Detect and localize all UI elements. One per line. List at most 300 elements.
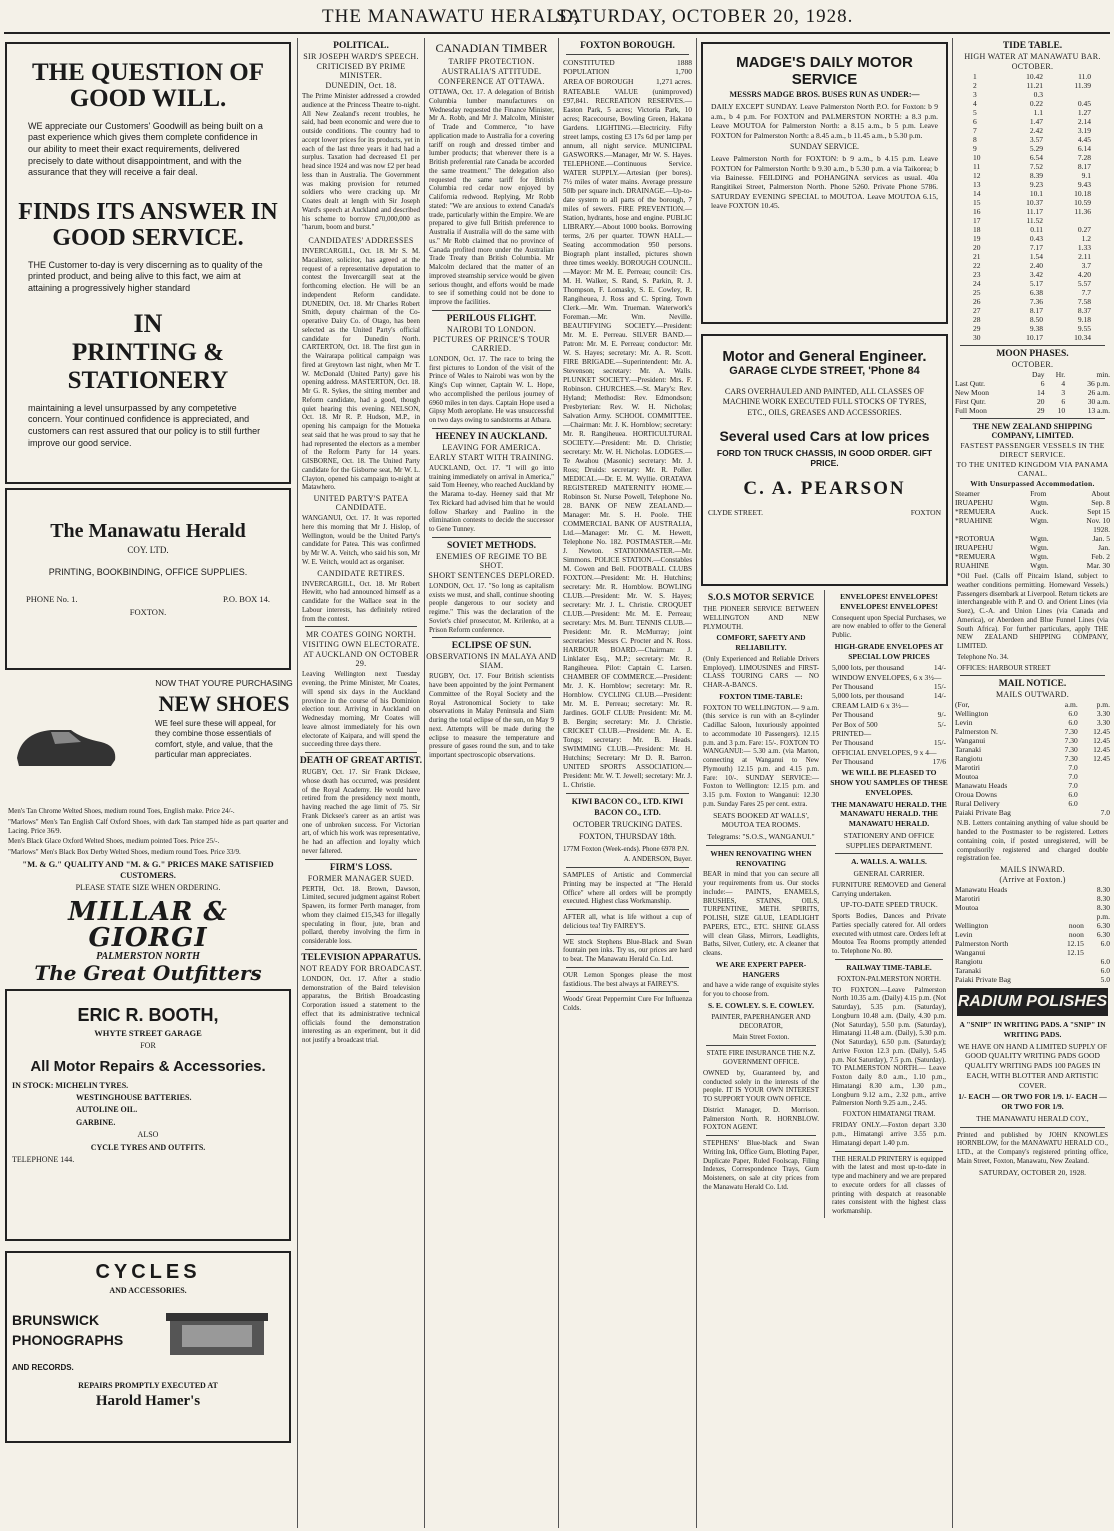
- engineer-street: CLYDE STREET.: [708, 508, 763, 518]
- cowley-name: S. E. COWLEY. S. E. COWLEY.: [708, 1000, 814, 1010]
- company-name: The Manawatu Herald: [50, 520, 246, 542]
- ad-text: WE appreciate our Customers' Goodwill as being built on a past experience which gives them complete confidence in our ability to meet their exact requirements, delivered precisely to date without disappointment, and with the assurance that they will receive a fair deal.: [28, 120, 263, 178]
- kiwi-bacon-title: KIWI BACON CO., LTD. KIWI BACON CO., LTD.: [571, 797, 684, 817]
- subheading: OBSERVATIONS IN MALAYA AND SIAM.: [426, 652, 557, 671]
- tide-row-cell: 1.54: [1029, 252, 1044, 261]
- tide-row-cell: 0.3: [1033, 90, 1044, 99]
- mail-in-row-cell: Rangiotu: [955, 957, 983, 966]
- tide-row-cell: 1: [973, 72, 977, 81]
- price-value: 9/-: [937, 710, 946, 720]
- mail-row-cell: 12.45: [1093, 754, 1110, 764]
- paperhangers-title: WE ARE EXPERT PAPER-HANGERS: [715, 959, 807, 979]
- divider: [960, 675, 1105, 676]
- cycles-brand: BRUNSWICK PHONOGRAPHS: [12, 1312, 124, 1348]
- tide-row: [972, 243, 1092, 252]
- booth-item: GARBINE.: [76, 1117, 116, 1127]
- mail-in-row-cell: 12.15: [1066, 939, 1084, 948]
- tide-row: [972, 279, 1092, 288]
- tide-row-cell: 1.2: [1081, 234, 1091, 243]
- price-label: Per Thousand: [831, 682, 874, 691]
- tide-row: [972, 153, 1092, 162]
- radium-logo: RADIUM POLISHES: [957, 988, 1108, 1016]
- mail-in-row-cell: [1053, 912, 1085, 921]
- tide-row-cell: 0.43: [1029, 234, 1044, 243]
- moon-table: [954, 370, 1111, 415]
- tide-row-cell: 7.17: [1029, 243, 1044, 252]
- divider: [706, 845, 816, 846]
- kiwi-bacon-line: 177M Foxton (Week-ends). Phone 6978 P.N.: [563, 844, 689, 853]
- cycles-title: CYCLES: [95, 1261, 201, 1284]
- mail-row-cell: Rangiotu: [955, 754, 983, 764]
- booth-item: WESTINGHOUSE BATTERIES.: [76, 1093, 192, 1103]
- stat-label: CONSTITUTED: [563, 58, 615, 67]
- shoes-quality: "M. & G." QUALITY AND "M. & G." PRICES MAKE SATISFIED CUSTOMERS.: [22, 858, 274, 880]
- mail-row-cell: 6.0: [1068, 718, 1078, 728]
- stat-value: 1888: [677, 58, 692, 67]
- mail-row-cell: 7.0: [1068, 763, 1078, 773]
- article-text: INVERCARGILL, Oct. 18. Mr S. M. Macalister, solicitor, has agreed at the request of a representative deputation to contest the Invercargill seat at the forthcoming election. He will be an independent Reform candidate. DUNEDIN, Oct. 18. Mr Charles Robert Smith, deputy chairman of the Co-operative Dairy Co. of Otago, has been selected as the United Party's official candidate for Dunedin North. CARTERTON, Oct. 18. The first gun in the Wairarapa political campaign was fired at Greytown last night, when Mr T. W. McDonald (United Party) gave his opening address. MASTERTON, Oct. 18. Mr G. R. Sykes, the sitting member and Reform candidate, had a good, though quiet hearing this evening. NELSON, Oct. 18. Mr R. P. Hudson, M.P., in opening his campaign for the Motueka seat said that he was proud to say that he had represented the electors as a member of the Reform Party for 14 years. GISBORNE, Oct. 18. The United Party candidate for the Gisborne seat, Mr W. L. Clayton, opened his campaign to-night at Matawhero.: [302, 247, 420, 492]
- ship-row-cell: Mar. 30: [1086, 561, 1110, 570]
- tide-row-cell: 8.17: [1029, 306, 1044, 315]
- tide-row-cell: 12: [973, 171, 981, 180]
- ship-row-cell: IRUAPEHU: [955, 543, 993, 552]
- tide-row: [972, 189, 1092, 198]
- ad-headline: FINDS ITS ANSWER IN GOOD SERVICE.: [18, 198, 278, 252]
- stat-value: 1,271 acres.: [655, 76, 692, 86]
- mail-in-row-cell: 12.15: [1066, 948, 1084, 957]
- article-text: AUCKLAND, Oct. 17. "I will go into training immediately on arrival in America," said Tom Heeney, who reached Auckland by the Marama to-day. Heeney said that Mr Tex Rickard had advised him that he would follow Sharkey and Paulino in the elimination contests to decide the successor to Gene Tunney.: [429, 463, 554, 533]
- shipping-fast: FASTEST PASSENGER VESSELS IN THE DIRECT SERVICE.: [960, 441, 1105, 459]
- engineer-town: FOXTON: [910, 508, 941, 518]
- small-ad: OUR Lemon Sponges please the most fastidious. The best always at FAIREY'S.: [563, 970, 692, 988]
- renovating-title: WHEN RENOVATING WHEN RENOVATING: [710, 848, 812, 868]
- envelope-price-row: [832, 691, 946, 700]
- sos-telegrams: Telegrams: "S.O.S., WANGANUI.": [707, 832, 815, 841]
- ship-row: [954, 534, 1111, 543]
- mail-in-row-cell: [954, 912, 1053, 921]
- tide-row: [972, 144, 1092, 153]
- ship-row-cell: Jan. 5: [1092, 534, 1110, 543]
- mail-in-row: [954, 885, 1111, 894]
- tide-row-cell: 26: [973, 297, 981, 306]
- herald-printery-ad: THE HERALD PRINTERY is equipped with the latest and most up-to-date in type and machinery and we are prepared to execute orders for all classes of printing with despatch at reasonable rates consistent with the highest class workmanship.: [831, 1154, 946, 1216]
- mail-in-row-cell: [1053, 975, 1085, 984]
- moon-row-cell: 20: [1037, 397, 1045, 406]
- subheading: TARIFF PROTECTION.: [448, 57, 535, 66]
- shoes-title: NEW SHOES: [158, 691, 290, 717]
- mail-row-cell: Taranaki: [955, 745, 982, 755]
- madge-timetable: Leave Palmerston North for FOXTON: b 9 a.m., b 4.15 p.m. Leave FOXTON for Palmerston North: b 9.30 a.m., b 5.30 p.m. a via Taikorea; b via Bainesse. FEILDING and POHANGINA services as usual. 40a Rangitikei Street, Palmerston North. Phone 5260. Private Phone 5786. SATURDAY EVENING SPECIAL to MOUTOA. Leave MOUTOA 6.15, leave FOXTON 10.45.: [711, 154, 938, 211]
- ship-row-cell: Wgtn.: [1030, 516, 1049, 525]
- shoes-text: WE feel sure these will appeal, for they combine those essentials of comfort, style, and value, that the particular man appreciates.: [155, 719, 276, 760]
- ship-row: [954, 561, 1111, 570]
- tide-row: [972, 333, 1092, 342]
- mail-in-row-cell: Moutoa: [955, 903, 979, 912]
- engineer-cars: Several used Cars at low prices: [719, 428, 930, 445]
- tide-row-cell: 3.19: [1077, 126, 1091, 135]
- divider: [432, 310, 551, 311]
- tide-row-cell: 11.36: [1074, 207, 1091, 216]
- headline: ECLIPSE OF SUN.: [451, 641, 532, 652]
- mail-in-row-cell: Marotiri: [955, 894, 980, 903]
- mail-in-row-cell: 6.30: [1096, 921, 1110, 930]
- masthead: [0, 0, 1114, 36]
- tide-row-cell: 4.45: [1077, 135, 1091, 144]
- small-ad: Woods' Great Peppermint Cure For Influenza Colds.: [563, 995, 692, 1013]
- moon-row-cell: Day: [1032, 370, 1045, 379]
- column-services: [698, 38, 951, 1528]
- tide-row-cell: 10.34: [1074, 333, 1091, 342]
- ship-row-cell: Steamer: [955, 489, 980, 498]
- ship-row-cell: *REMUERA: [955, 507, 996, 516]
- ship-row-cell: Wgtn.: [1030, 561, 1049, 570]
- envelope-price-row: [832, 748, 946, 757]
- masthead-title: THE MANAWATU HERALD,: [322, 6, 580, 27]
- price-value: 5/-: [937, 719, 946, 729]
- mail-row: [954, 772, 1111, 781]
- cowley-trade: PAINTER, PAPERHANGER AND DECORATOR,: [711, 1012, 811, 1030]
- mail-row: [954, 709, 1111, 718]
- price-value: 15/-: [933, 682, 946, 691]
- price-value: 17/6: [932, 757, 946, 766]
- mail-in-row-cell: 8.30: [1096, 894, 1110, 903]
- tide-row: [972, 180, 1092, 189]
- ship-row-cell: [1029, 525, 1065, 534]
- tide-row-cell: 3.57: [1029, 135, 1044, 144]
- mail-inward-sub: (Arrive at Foxton.): [999, 875, 1066, 884]
- masthead-date: OCTOBER 20, 1928.: [672, 6, 854, 27]
- moon-row: [954, 388, 1111, 397]
- moon-row: [954, 379, 1111, 388]
- madge-title: MADGE'S DAILY MOTOR SERVICE: [736, 54, 913, 88]
- divider: [835, 1151, 943, 1152]
- walls-text: Sports Bodies, Dances and Private Parties specially catered for. All orders executed with utmost care. Orders left at Moutoa Tea Rooms promptly attended to. Telephone No. 80.: [831, 912, 946, 956]
- tide-row-cell: 9.43: [1077, 180, 1091, 189]
- tide-row-cell: 11.39: [1074, 81, 1091, 90]
- kiwi-bacon-agent: A. ANDERSON, Buyer.: [623, 855, 692, 864]
- mail-in-row-cell: 8.30: [1096, 903, 1110, 912]
- tide-row: [972, 315, 1092, 324]
- booth-for: FOR: [140, 1041, 156, 1051]
- ad-headline: IN: [133, 308, 163, 338]
- envelope-price-row: [832, 738, 946, 747]
- shipping-text: *Oil Fuel. (Calls off Pitcairn Island, subject to weather conditions permitting. Homeward Vessels.) Passengers disembark at Liverpool. Return tickets are interchangeable with P. and O. and Orient Lines (via Suez), C.-A. and Union Lines (via Canada and America), or Aberdeen and Blue Funnel Lines (via South Africa). For further particulars, apply THE NEW ZEALAND SHIPPING COMPANY, LIMITED.: [957, 572, 1108, 650]
- tide-row-cell: 2.42: [1029, 126, 1044, 135]
- shipping-table: [954, 489, 1111, 570]
- shipping-tel: Telephone No. 34.: [957, 652, 1009, 661]
- tide-title: TIDE TABLE.: [1002, 41, 1063, 51]
- divider: [566, 934, 689, 935]
- moon-row-cell: 30 a.m.: [1087, 397, 1110, 406]
- mail-in-row-cell: [1053, 966, 1085, 975]
- booth-stock: IN STOCK: MICHELIN TYRES.: [12, 1080, 129, 1090]
- mail-row-cell: Moutoa: [955, 772, 979, 782]
- column-rule: [558, 38, 559, 1528]
- ship-row-cell: From: [1030, 489, 1047, 498]
- ship-row-cell: Sep. 8: [1091, 498, 1110, 507]
- mail-in-row: [954, 912, 1111, 921]
- envelope-price-row: [832, 720, 946, 729]
- mail-row-cell: 12.45: [1093, 736, 1110, 746]
- ship-row: [954, 525, 1111, 534]
- mail-outward: MAILS OUTWARD.: [995, 690, 1070, 700]
- tide-row-cell: [1044, 90, 1092, 99]
- imprint: Printed and published by JOHN KNOWLES HORNBLOW, for the MANAWATU HERALD CO., LTD., at the Company's registered printing office, Main Street, Foxton, Manawatu, New Zealand.: [957, 1130, 1108, 1165]
- tide-row: [972, 270, 1092, 279]
- tide-row-cell: 29: [973, 324, 981, 333]
- ship-row-cell: Jan.: [1098, 543, 1110, 552]
- tide-row: [972, 252, 1092, 261]
- mail-row: [954, 754, 1111, 763]
- column-rule: [297, 38, 298, 1528]
- tide-row-cell: 24: [973, 279, 981, 288]
- ship-row-cell: RUAHINE: [955, 561, 989, 570]
- price-label: Per Thousand: [831, 738, 874, 748]
- kiwi-bacon-sub: OCTOBER TRUCKING DATES.: [572, 819, 683, 829]
- pads-price: 1/- EACH — OR TWO FOR 1/9. 1/- EACH — OR TWO FOR 1/9.: [958, 1092, 1107, 1111]
- sos-text: (Only Experienced and Reliable Drivers Employed). LIMOUSINES and FIRST-CLASS TOURING CARS — NO CHAR-A-BANCS.: [703, 654, 819, 689]
- moon-row-cell: 29: [1037, 406, 1045, 415]
- engineer-garage: GARAGE CLYDE STREET, 'Phone 84: [729, 365, 920, 377]
- tide-row-cell: 9.55: [1077, 324, 1091, 333]
- booth-cycle: CYCLE TYRES AND OUTFITS.: [90, 1142, 206, 1152]
- envelope-price-row: [832, 673, 946, 682]
- moon-title: MOON PHASES.: [996, 349, 1069, 359]
- tide-row-cell: 8: [973, 135, 977, 144]
- mail-row-cell: 6.0: [1068, 709, 1078, 719]
- engineer-services: CARS OVERHAULED AND PAINTED, ALL CLASSES OF MACHINE WORK EXECUTED FULL STOCKS OF TYRES, ETC., OILS, GREASES AND ACCESSORIES.: [722, 387, 927, 417]
- ad-text: THE Customer to-day is very discerning as to quality of the printed product, and being alive to this fact, we aim at attaining a progressively higher standard: [28, 259, 263, 294]
- ship-row-cell: Wgtn.: [1030, 543, 1049, 552]
- borough-stat: [563, 67, 692, 76]
- madge-timetable: DAILY EXCEPT SUNDAY. Leave Palmerston North P.O. for Foxton: b 9 a.m., b 4 p.m. For FOXTON and PALMERSTON NORTH: a 8.3 p.m. Leave MOUTOA for Palmerston North: a 8.15 a.m., b 5 p.m. Leave FOXTON for Palmerston North: a 8.45 a.m., b 11.45 a.m., b 5.30 p.m.: [711, 102, 938, 140]
- tide-row-cell: 0.11: [1030, 225, 1044, 234]
- masthead-day: SATURDAY,: [556, 6, 667, 27]
- headline: TELEVISION APPARATUS.: [301, 952, 421, 963]
- column-rule: [952, 38, 953, 1528]
- herald-company-ad: [5, 488, 291, 670]
- cycles-brand-row: [12, 1301, 284, 1361]
- tide-row-cell: 9.38: [1029, 324, 1044, 333]
- tide-row-cell: 7.52: [1029, 162, 1044, 171]
- small-ad: SAMPLES of Artistic and Commercial Printing may be inspected at "The Herald Office" where all orders will be promptly executed. Highest class Workmanship.: [563, 871, 692, 906]
- mail-row-cell: 12.45: [1093, 745, 1110, 755]
- mail-row: [954, 790, 1111, 799]
- article-text: RUGBY, Oct. 17. Four British scientists have been appointed by the joint Permanent Committee of the Royal Society and the Royal Astronomical Society to take observations in Malay Peninsula and Siam during the total eclipse of the sun, on May 9 next. Attempts will be made during the eclipse to measure the temperature and pressure of gases round the sun, and to take important spectroscopic observations.: [429, 672, 554, 759]
- pearson-engineer-ad: [701, 334, 948, 586]
- envelope-price-row: [832, 663, 946, 672]
- tide-row-cell: 7.58: [1077, 297, 1091, 306]
- walls-text: FURNITURE REMOVED and General Carrying undertaken.: [831, 880, 946, 898]
- moon-row-cell: 10: [1057, 406, 1066, 415]
- mail-in-row-cell: 6.0: [1100, 939, 1110, 948]
- tide-row-cell: 22: [973, 261, 981, 270]
- moon-row-cell: First Qutr.: [955, 397, 986, 406]
- moon-row-cell: 4: [1061, 379, 1066, 388]
- ship-row-cell: 1928.: [1093, 525, 1110, 534]
- state-fire-text: OWNED by, Guaranteed by, and conducted solely in the interests of the people. IT IS YOUR OWN INTEREST TO SUPPORT YOUR OWN OFFICE.: [703, 1068, 819, 1104]
- tide-row: [972, 306, 1092, 315]
- tide-row-cell: 10.59: [1074, 198, 1091, 207]
- mail-inward: MAILS INWARD.: [1000, 865, 1065, 874]
- envelopes-highgrade: HIGH-GRADE ENVELOPES AT SPECIAL LOW PRICES: [834, 641, 944, 661]
- price-label: Per Box of 500: [831, 719, 878, 729]
- divider: [960, 418, 1105, 419]
- envelopes-dept: STATIONERY AND OFFICE SUPPLIES DEPARTMENT.: [843, 830, 935, 850]
- ad-headline: THE QUESTION OF GOOD WILL.: [32, 59, 264, 113]
- logo-tagline: The Great Outfitters: [34, 961, 262, 986]
- pads-text: WE HAVE ON HAND A LIMITED SUPPLY OF GOOD QUALITY WRITING PADS GOOD QUALITY WRITING PADS 100 PAGES IN EACH, WITH BLOTTER AND ARTISTIC COVER.: [957, 1041, 1108, 1090]
- mail-in-row-cell: p.m.: [1096, 912, 1110, 921]
- mail-in-row-cell: 5.0: [1100, 975, 1110, 984]
- shoe-item: Men's Black Glace Oxford Welted Shoes, medium pointed Toes. Price 25/-.: [8, 837, 220, 846]
- mail-row-cell: [1079, 781, 1111, 790]
- tide-row-cell: 10: [973, 153, 981, 162]
- tide-row-cell: 10.42: [1026, 72, 1044, 81]
- price-label: 5,000 lots, per thousand: [831, 691, 904, 701]
- envelope-price-row: [832, 682, 946, 691]
- ship-row: [954, 543, 1111, 552]
- tide-row-cell: 10.1: [1029, 189, 1044, 198]
- tide-month: OCTOBER.: [1011, 62, 1054, 71]
- shoes-list: [5, 807, 291, 893]
- company-box: P.O. BOX 14.: [223, 594, 270, 605]
- price-label: Per Thousand: [831, 757, 874, 766]
- tide-row-cell: 16: [973, 207, 981, 216]
- article-text: The Prime Minister addressed a crowded audience at the Princess Theatre to-night. All New Zealand's recent troubles, he said, had been economic and were due to outside conditions. The country had to accept lower prices for its products, yet in each of the last three years it had had a surplus. Taxation had decreased £1 per head since 1924 and was now £2 per head less than in Australia. The Government was making provision for returned soldiers who were cracking up. Mr Coates dealt at length with Sir Joseph Ward's speech at Auckland and described his scheme to borrow £70,000,000 as "harum, boom and burst.": [302, 92, 420, 232]
- divider: [835, 959, 943, 960]
- subheading: NOT READY FOR BROADCAST.: [299, 963, 423, 973]
- railway-sub: FOXTON-PALMERSTON NORTH.: [837, 974, 941, 983]
- company-phone: PHONE No. 1.: [26, 594, 78, 605]
- company-town: FOXTON.: [129, 607, 167, 617]
- madge-sub: MESSRS MADGE BROS. BUSES RUN AS UNDER:—: [729, 90, 920, 99]
- tide-row-cell: 23: [973, 270, 981, 279]
- divider: [566, 867, 689, 868]
- envelopes-title: ENVELOPES! ENVELOPES! ENVELOPES! ENVELOPES!: [840, 592, 938, 611]
- headline: HEENEY IN AUCKLAND.: [435, 431, 548, 442]
- tide-row-cell: 21: [973, 252, 981, 261]
- mail-row-cell: 3.30: [1096, 718, 1110, 728]
- tide-row-cell: 8.39: [1029, 171, 1044, 180]
- moon-row-cell: Hr.: [1055, 370, 1066, 379]
- subheading: ENEMIES OF REGIME TO BE SHOT.: [435, 551, 548, 570]
- mail-row-cell: p.m.: [1096, 700, 1110, 710]
- tide-row-cell: 7.36: [1029, 297, 1044, 306]
- shipping-with: With Unsurpassed Accommodation.: [970, 479, 1095, 488]
- column-ads-left: [2, 38, 294, 1528]
- divider: [960, 345, 1105, 346]
- engineer-chassis: FORD TON TRUCK CHASSIS, IN GOOD ORDER. GIFT PRICE.: [716, 448, 933, 469]
- shipping-title: THE NEW ZEALAND SHIPPING COMPANY, LIMITED.: [972, 422, 1093, 440]
- renovating-text: BEAR in mind that you can secure all your requirements from us. Our stocks include:— PAINTS, ENAMELS, BRUSHES, STAINS, OILS, TURPENTINE, METH. SPIRITS, POLISH, SIZE GLUE, LEADLIGHT PAPERS, ETC., ETC. SHINE GLASS will clean Glass, Mirrors, Leadlights, Baths, Silver, Cutlery, etc. A cleaner that cleans.: [703, 870, 819, 957]
- tide-row-cell: 1.1: [1033, 108, 1044, 117]
- cycles-ad: [5, 1251, 291, 1443]
- tide-row: [972, 108, 1092, 117]
- ship-row-cell: Wgtn.: [1030, 552, 1049, 561]
- envelopes-herald: THE MANAWATU HERALD. THE MANAWATU HERALD. THE MANAWATU HERALD.: [831, 799, 947, 829]
- tide-row-cell: 2.14: [1077, 117, 1091, 126]
- divider: [566, 793, 689, 794]
- subheading: AT AUCKLAND ON OCTOBER 29.: [303, 650, 419, 669]
- mail-row-cell: 12.45: [1093, 727, 1110, 737]
- divider: [432, 637, 551, 638]
- divider: [566, 909, 689, 910]
- tide-row: [972, 234, 1092, 243]
- article-text: INVERCARGILL, Oct. 18. Mr Robert Hewitt, who had announced himself as a candidate for the Wallace seat in the Labour interests, has definitely retired from the contest.: [302, 579, 420, 623]
- walls-carrier: GENERAL CARRIER.: [853, 869, 925, 879]
- price-label: 5,000 lots, per thousand: [831, 663, 904, 673]
- subheading: CANDIDATES' ADDRESSES: [308, 236, 414, 245]
- small-ad: WE stock Stephens Blue-Black and Swan fountain pen inks. Try us, our prices are hard to beat. The Manawatu Herald Co. Ltd.: [563, 937, 692, 964]
- mail-in-row-cell: [1053, 903, 1085, 912]
- tide-row-cell: 10.18: [1074, 189, 1091, 198]
- mail-row: [954, 736, 1111, 745]
- tide-row-cell: 6: [973, 117, 977, 126]
- ship-row: [954, 498, 1111, 507]
- company-contacts: [12, 594, 284, 605]
- envelope-price-row: [832, 757, 946, 766]
- tide-row-cell: 11.52: [1026, 216, 1044, 225]
- millar-giorgi-logo: [12, 897, 284, 986]
- moon-row-cell: Last Qutr.: [955, 379, 985, 388]
- mail-row-cell: Paiaki Private Bag: [955, 808, 1011, 818]
- shoe-item: "Marlows" Men's Tan English Calf Oxford Shoes, with dark Tan stamped hide as part quarter and Lacing. Price 36/9.: [8, 817, 288, 835]
- mail-row: [954, 718, 1111, 727]
- borough-directory: RATEABLE VALUE (unimproved) £97,841. RECREATION RESERVES.—Easton Park, 5 acres; Victoria Park, 10 acres; Racecourse, Bowling Green, Hakana Gardens. LIGHTING.—Electricity. Fifty street lamps, costing £3 17s 6d per lamp per annum, all night service. MUNICIPAL GASWORKS.—Manager, Mr W. S. Hayes. TELEPHONE.—Continuous Service. WATER SUPPLY.—Artesian (per bores). 7½ miles of water mains. Average pressure 50lb per square inch. DRAINAGE.—Up-to-date system to all parts of the borough, 7 miles of sewers. FIRE PREVENTION.—Station, hydrants, hose and engine. PUBLIC LIBRARY.—About 1000 books. Borrowing terms, 2/6 per quarter. TOWN HALL.—Seating accommodation 950 persons. Biograph plant installed, pictures shown three times weekly. BOROUGH COUNCIL.—Mayor: Mr M. E. Perreau; council: Crs. M. H. Walker, S. Rand, S. Parkin, R. J. Thompson, F. Lomasky, S. E. Cowley, R. Rangiheuea, J. Ross and C. Spring. Town Clerk.—Mr. Wm. Trueman. Waterwork's Foreman.—Mr. Wm. Neville. BEAUTIFYING SOCIETY.—President: Mr. M. E. Perreau. SILVER BAND.—Patron: Mr. M. E. Perreau; conductor: Mr. W. S. Hayes; secretary: Mr. A. R. Scott. FIRE BRIGADE.—Superintendent: Mr. A. Stevenson; secretary: Mr. A. Walls. PLUNKET SOCIETY.—President: Mrs. F. Robinson. CHURCHES.—St. Mary's: Rev. Hyland; Methodist: Rev. Edmondson; Presbyterian: Rev. W. H. Nicholas; Salvation Army. SCHOOL COMMITTEE.—Chairman: Mr. J. K. Hornblow; secretary: Mr. R. Rangiheuea. HORTICULTURAL SOCIETY.—President: Mr. D. Christie; secretary: Mr. W. H. Nicholas. LODGES.—Te Awahou (Masonic) secretary: Mr. J. Ross; Druids: secretary: Mr. R. Poller. MEDICAL.—Dr. E. M. Wyllie. ORATAVA REGISTERED MATERNITY HOME.—Robinson St. Nurse Powell, Telephone No. 28. BANK OF NEW ZEALAND.—Manager: Mr. S. H. Poole. THE COMMERCIAL BANK OF AUSTRALIA, Ltd.—Manager: Mr. C. M. Hewett, Telephone No. 182. POSTMASTER.—Mr. J. Newton. STATIONMASTER.—Mr. Simmons. POLICE STATION.—Constables M. Cowen and Bell. FOOTBALL CLUBS FOXTON.—President: Mr. H. Hutchins; secretary: Mr. R. Hornblow. BOWLING CLUB.—President: Mr. W. S. Hayes; secretary: Mr. J. L. Christie. CROQUET CLUB.—President: Mr. M. E. Perreau; secretary: Mrs. M. Burr. TENNIS CLUB.—President: Mr. R. McMurray; joint secretaries: Messrs C. Procter and N. Ross. HARBOUR BOARD.—Chairman: J. Linklater Esq., M.P.; secretary: Mr. R. Rangiheuea. Pilot: Captain C. Larsen. CHAMBER OF COMMERCE.—President: Mr. J. K. Hornblow; secretary: Mr. R. Hornblow. CYCLING CLUB.—President: Mr. M. E. Perreau; secretary: Mr. R. Jardines. GOLF CLUB: President: Mr. M. B. Bergin; secretary: Mr. J. Christie. CRICKET CLUB.—President: Mr. A. E. Tongs; secretary: Mr. B. Heads. SWIMMING CLUB.—President: Mr. H. Hutchins; Secretary: Mr D. R. Barron. UNITED SPORTS ASSOCIATION.—President: Mr. W. T. Jewell; secretary: Mr. J. L. Christie.: [563, 88, 692, 790]
- subheading: UNITED PARTY'S PATEA CANDIDATE.: [313, 494, 409, 512]
- mail-in-row-cell: [1053, 957, 1085, 966]
- sos-seats: SEATS BOOKED AT WALLS', MOUTOA TEA ROOMS.: [713, 810, 809, 830]
- tide-row-cell: 4: [973, 99, 977, 108]
- divider: [566, 54, 689, 55]
- mail-row-cell: [1079, 763, 1111, 772]
- price-label: OFFICIAL ENVELOPES, 9 x 4—: [831, 747, 937, 757]
- mail-row-cell: [1079, 772, 1111, 781]
- article-text: OTTAWA, Oct. 17. A delegation of British Columbia lumber manufacturers on Wednesday requested the Finance Minister, Mr A. Robb, and Mr J. Malcolm, Minister of Trade and Commerce, "to have application made to Australia for a covering tariff on rough and dressed timber and lumber products; that wherever there is a British preferential rate Canada be accorded the same treatment." The delegation also requested the same tariff for British Columbia red cedar now enjoyed by California redwood. Replying, Mr Robb stated: "We are anxious to extend Canada's trade, particularly within the Empire. We are prepared to give full British preference to Australia if Australia will do the same with us." Mr Robb claimed that no province of Canada profited more under the Australian Trade Treaty than British Columbia. Mr Malcolm declared that the matter of an improved steamship service would be given serious thought, and efforts would be made to see if something could not be done to improve the facilities.: [429, 88, 554, 306]
- booth-phone: TELEPHONE 144.: [12, 1155, 75, 1165]
- ship-row-cell: Sept 15: [1087, 507, 1110, 516]
- headline: POLITICAL.: [333, 41, 389, 51]
- ship-row: [954, 507, 1111, 516]
- tide-row-cell: 6.54: [1029, 153, 1044, 162]
- tide-row-cell: 10.17: [1026, 333, 1044, 342]
- moon-row-cell: 36 p.m.: [1087, 379, 1110, 388]
- tide-row-cell: 18: [973, 225, 981, 234]
- moon-row-cell: New Moon: [955, 388, 989, 397]
- booth-name: ERIC R. BOOTH,: [77, 1005, 219, 1026]
- company-suffix: COY. LTD.: [127, 545, 169, 555]
- herald-goodwill-ad: [5, 42, 291, 484]
- sos-text: THE PIONEER SERVICE BETWEEN WELLINGTON AND NEW PLYMOUTH.: [703, 605, 819, 631]
- booth-garage: WHYTE STREET GARAGE: [94, 1028, 202, 1039]
- company-services: PRINTING, BOOKBINDING, OFFICE SUPPLIES.: [48, 566, 248, 577]
- column-rule: [424, 38, 425, 1528]
- tide-row-cell: 11.17: [1026, 207, 1044, 216]
- mail-in-row-cell: [1053, 894, 1085, 903]
- mail-row-cell: Levin: [955, 718, 973, 728]
- mail-row-cell: Rural Delivery: [955, 799, 1000, 809]
- mail-row-cell: Palmerston N.: [955, 727, 998, 737]
- divider: [305, 859, 417, 860]
- mail-row-cell: Manawatu Heads: [955, 781, 1008, 791]
- moon-row-cell: 26 a.m.: [1087, 388, 1110, 397]
- subheading: CONFERENCE AT OTTAWA.: [438, 77, 545, 86]
- price-label: CREAM LAID 6 x 3½—: [831, 700, 909, 710]
- mail-row: [954, 763, 1111, 772]
- ship-row-cell: About: [1091, 489, 1110, 498]
- logo-name: MILLAR & GIORGI: [68, 897, 228, 954]
